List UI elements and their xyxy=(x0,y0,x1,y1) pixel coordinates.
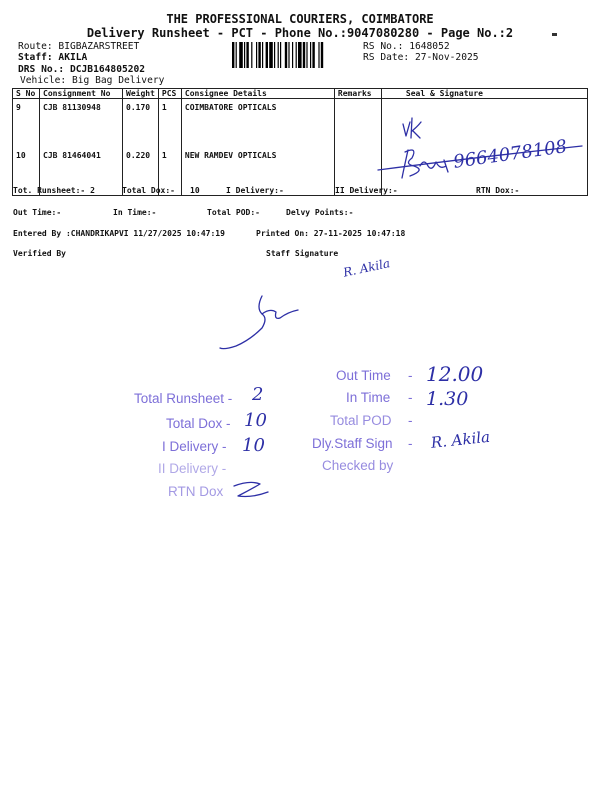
stamp-total-pod-dash: - xyxy=(408,413,413,428)
col-consignee: Consignee Details xyxy=(181,89,334,99)
stamp-out-time-dash: - xyxy=(408,368,413,383)
barcode-bar xyxy=(303,42,305,68)
col-remarks: Remarks xyxy=(334,89,381,99)
printed-on: Printed On: 27-11-2025 10:47:18 xyxy=(256,229,406,238)
total-dox-label: Total Dox:- xyxy=(122,186,175,195)
stamp-dly-staff-sign: Dly.Staff Sign xyxy=(312,436,393,451)
cell-pcs: 1 xyxy=(158,99,181,148)
i-delivery-label: I Delivery:- xyxy=(226,186,284,195)
vehicle-field: Vehicle: Big Bag Delivery xyxy=(20,75,165,86)
barcode-bar xyxy=(318,42,319,68)
col-pcs: PCS xyxy=(158,89,181,99)
handwritten-staff-name: R. Akila xyxy=(342,256,392,280)
rtn-dox-label: RTN Dox:- xyxy=(476,186,520,195)
barcode-bar xyxy=(274,42,275,68)
cell-consignment: CJB 81464041 xyxy=(40,147,123,196)
barcode-bar xyxy=(236,42,237,68)
consignment-table xyxy=(12,88,588,196)
barcode-bar xyxy=(310,42,311,68)
stamp-out-time-value: 12.00 xyxy=(426,362,484,386)
rtn-scribble xyxy=(234,482,268,496)
stamp-out-time: Out Time xyxy=(336,368,391,383)
stamp-idelivery-value: 10 xyxy=(242,435,265,456)
stamp-total-runsheet: Total Runsheet - xyxy=(134,391,233,406)
cell-remarks xyxy=(334,99,381,148)
company-title: THE PROFESSIONAL COURIERS, COIMBATORE xyxy=(166,12,434,26)
barcode-bar xyxy=(306,42,307,68)
barcode-bar xyxy=(258,42,260,68)
stamp-dly-staff-sign-dash: - xyxy=(408,436,413,451)
col-weight: Weight xyxy=(123,89,159,99)
col-consignment: Consignment No xyxy=(40,89,123,99)
stamp-dox-value: 10 xyxy=(244,410,267,431)
delvy-points-label: Delvy Points:- xyxy=(286,208,354,217)
cell-pcs: 1 xyxy=(158,147,181,196)
barcode-bar xyxy=(292,42,293,68)
total-dox-value: 10 xyxy=(190,186,200,195)
stamp-staff-sign-value: R. Akila xyxy=(430,427,491,452)
staff-field: Staff: AKILA xyxy=(18,52,88,63)
stamp-checked-by: Checked by xyxy=(322,458,394,473)
barcode-bar xyxy=(296,42,297,68)
barcode-bar xyxy=(312,42,314,68)
cell-weight: 0.170 xyxy=(123,99,159,148)
barcode-bar xyxy=(278,42,279,68)
stamp-in-time: In Time xyxy=(346,390,391,405)
table-row xyxy=(13,99,588,148)
stamp-in-time-value: 1.30 xyxy=(426,388,469,410)
stamp-rtn-dox: RTN Dox xyxy=(168,484,224,499)
stamp-i-delivery: I Delivery - xyxy=(162,439,227,454)
barcode-bar xyxy=(246,42,248,68)
cell-consignment: CJB 81130948 xyxy=(40,99,123,148)
stamp-total-dox: Total Dox - xyxy=(166,416,231,431)
out-time-label: Out Time:- xyxy=(13,208,62,217)
barcode-bar xyxy=(266,42,268,68)
cell-sno: 9 xyxy=(13,99,40,148)
barcode-bar xyxy=(262,42,263,68)
verified-by-label: Verified By xyxy=(13,249,66,258)
cell-sno: 10 xyxy=(13,147,40,196)
barcode-bar xyxy=(256,42,257,68)
rs-number-field: RS No.: 1648052 xyxy=(363,41,450,52)
staff-signature-label: Staff Signature xyxy=(266,249,339,258)
entered-by: Entered By :CHANDRIKAPVI 11/27/2025 10:47:19 xyxy=(13,229,225,238)
barcode-bar xyxy=(280,42,281,68)
total-pod-label: Total POD:- xyxy=(207,208,260,217)
rs-date-field: RS Date: 27-Nov-2025 xyxy=(363,52,479,63)
handwritten-phone: 9664078108 xyxy=(452,136,569,173)
runsheet-subtitle: Delivery Runsheet - PCT - Phone No.:9047080280 - Page No.:2 xyxy=(86,26,514,40)
drs-number-field: DRS No.: DCJB164805202 xyxy=(18,64,146,75)
route-field: Route: BIGBAZARSTREET xyxy=(18,41,140,52)
barcode xyxy=(232,42,356,68)
barcode-bar xyxy=(288,42,289,68)
ii-delivery-label: II Delivery:- xyxy=(335,186,398,195)
barcode-bar xyxy=(244,42,245,68)
barcode-bar xyxy=(285,42,287,68)
barcode-bar xyxy=(232,42,234,68)
stamp-runsheet-value: 2 xyxy=(252,384,264,405)
corner-mark xyxy=(552,33,557,36)
barcode-bar xyxy=(321,42,323,68)
tot-runsheet: Tot. Runsheet:- 2 xyxy=(13,186,95,195)
stamp-total-pod: Total POD xyxy=(330,413,392,428)
cell-consignee: COIMBATORE OPTICALS xyxy=(181,99,334,148)
barcode-bar xyxy=(298,42,302,68)
stamp-ii-delivery: II Delivery - xyxy=(158,461,227,476)
col-seal: Seal & Signature xyxy=(381,89,587,99)
in-time-label: In Time:- xyxy=(113,208,157,217)
stamp-in-time-dash: - xyxy=(408,390,413,405)
barcode-bar xyxy=(269,42,273,68)
table-header-row xyxy=(13,89,588,99)
barcode-bar xyxy=(251,42,252,68)
staff-signature xyxy=(220,296,298,349)
col-sno: S No xyxy=(13,89,40,99)
cell-consignee: NEW RAMDEV OPTICALS xyxy=(181,147,334,196)
cell-weight: 0.220 xyxy=(123,147,159,196)
barcode-bar xyxy=(239,42,243,68)
